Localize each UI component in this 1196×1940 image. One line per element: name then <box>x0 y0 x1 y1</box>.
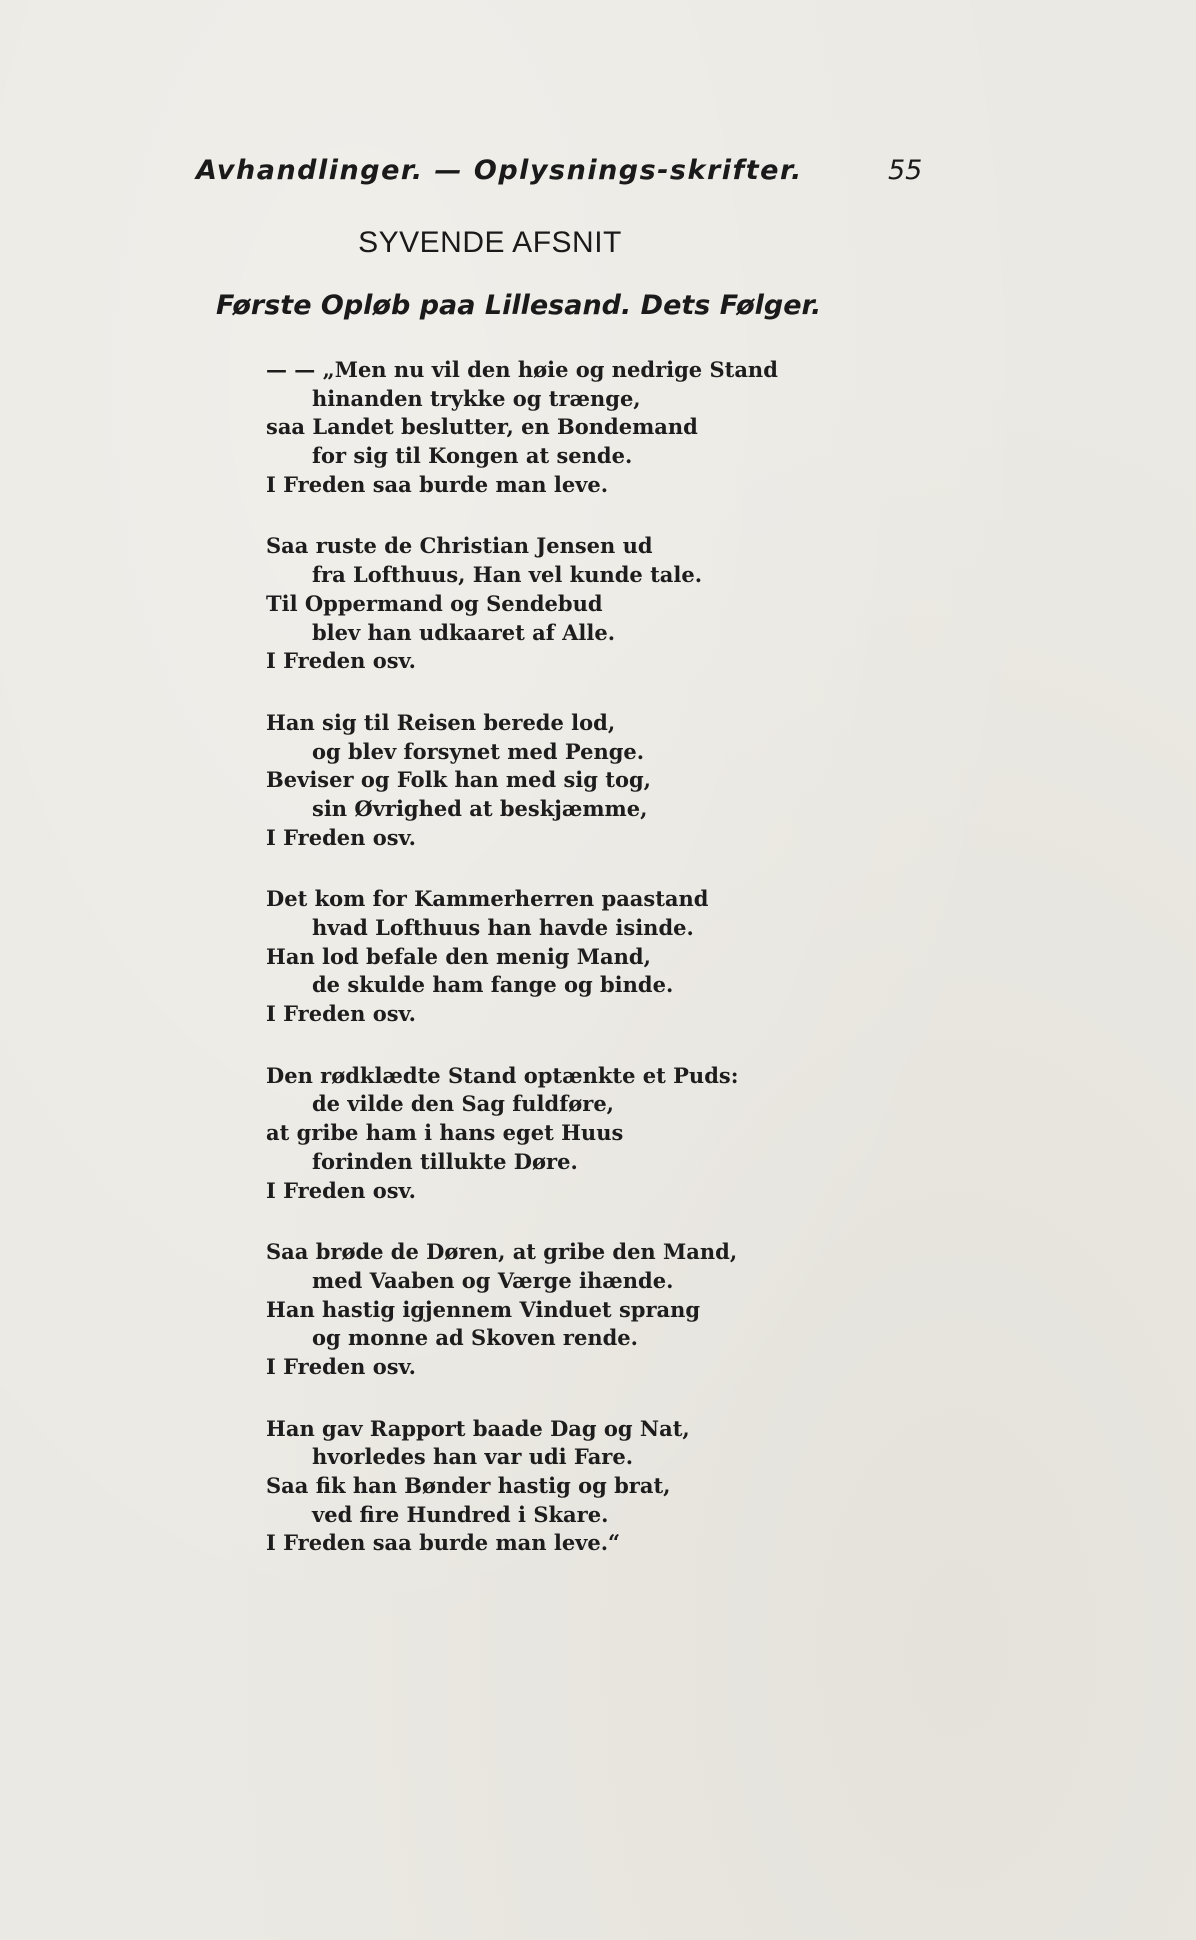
poem-line: Saa ruste de Christian Jensen ud <box>266 533 653 559</box>
poem-line: — — „Men nu vil den høie og nedrige Stand <box>266 357 778 382</box>
poem-line: Han lod befale den menig Mand, <box>266 943 651 969</box>
poem-line: forinden tillukte Døre. <box>312 1148 578 1174</box>
poem-refrain: I Freden osv. <box>266 1353 416 1379</box>
poem-line: sin Øvrighed at beskjæmme, <box>312 795 648 821</box>
poem-stanza <box>266 1062 826 1205</box>
poem-refrain: I Freden osv. <box>266 1001 416 1027</box>
poem-refrain: I Freden osv. <box>266 648 416 674</box>
poem-line: Han hastig igjennem Vinduet sprang <box>266 1296 701 1322</box>
poem-line: for sig til Kongen at sende. <box>312 443 633 469</box>
poem-stanza <box>266 885 826 1028</box>
poem-stanza <box>266 1415 826 1558</box>
poem-line: ved fire Hundred i Skare. <box>312 1501 609 1527</box>
poem-line: de vilde den Sag fuldføre, <box>312 1091 614 1117</box>
poem-stanza <box>266 1238 826 1381</box>
poem-line: hinanden trykke og trænge, <box>312 385 641 411</box>
poem-stanza <box>266 356 826 499</box>
poem-stanza <box>266 709 826 852</box>
poem-line: Det kom for Kammerherren paastand <box>266 886 709 912</box>
poem-line: de skulde ham fange og binde. <box>312 972 674 998</box>
poem-line: blev han udkaaret af Alle. <box>312 619 616 645</box>
poem-line: hvad Lofthuus han havde isinde. <box>312 915 694 940</box>
poem-refrain: I Freden osv. <box>266 1177 416 1203</box>
chapter-subtitle: Første Opløb paa Lillesand. Dets Følger. <box>216 290 822 321</box>
poem-line: Til Oppermand og Sendebud <box>266 590 603 616</box>
poem-line: og blev forsynet med Penge. <box>312 738 645 764</box>
poem-line: Den rødklædte Stand optænkte et Puds: <box>266 1062 739 1088</box>
poem-line: Han sig til Reisen berede lod, <box>266 709 616 735</box>
poem-stanza <box>266 532 826 675</box>
poem-line: fra Lofthuus, Han vel kunde tale. <box>312 562 703 588</box>
running-header: Avhandlinger. — Oplysnings-skrifter. <box>196 155 803 186</box>
poem <box>266 356 826 1591</box>
poem-refrain: I Freden saa burde man leve.“ <box>266 1530 621 1556</box>
poem-line: hvorledes han var udi Fare. <box>312 1444 634 1470</box>
poem-refrain: I Freden osv. <box>266 824 416 850</box>
poem-line: med Vaaben og Værge ihænde. <box>312 1267 674 1293</box>
poem-line: Beviser og Folk han med sig tog, <box>266 767 651 793</box>
poem-line: og monne ad Skoven rende. <box>312 1325 638 1351</box>
page-number: 55 <box>888 155 923 186</box>
poem-line: Saa fik han Bønder hastig og brat, <box>266 1473 671 1498</box>
poem-line: at gribe ham i hans eget Huus <box>266 1120 624 1146</box>
poem-refrain: I Freden saa burde man leve. <box>266 471 609 497</box>
poem-line: Han gav Rapport baade Dag og Nat, <box>266 1415 690 1441</box>
section-title: SYVENDE AFSNIT <box>358 226 622 259</box>
poem-line: Saa brøde de Døren, at gribe den Mand, <box>266 1239 738 1265</box>
poem-line: saa Landet beslutter, en Bondemand <box>266 414 698 440</box>
